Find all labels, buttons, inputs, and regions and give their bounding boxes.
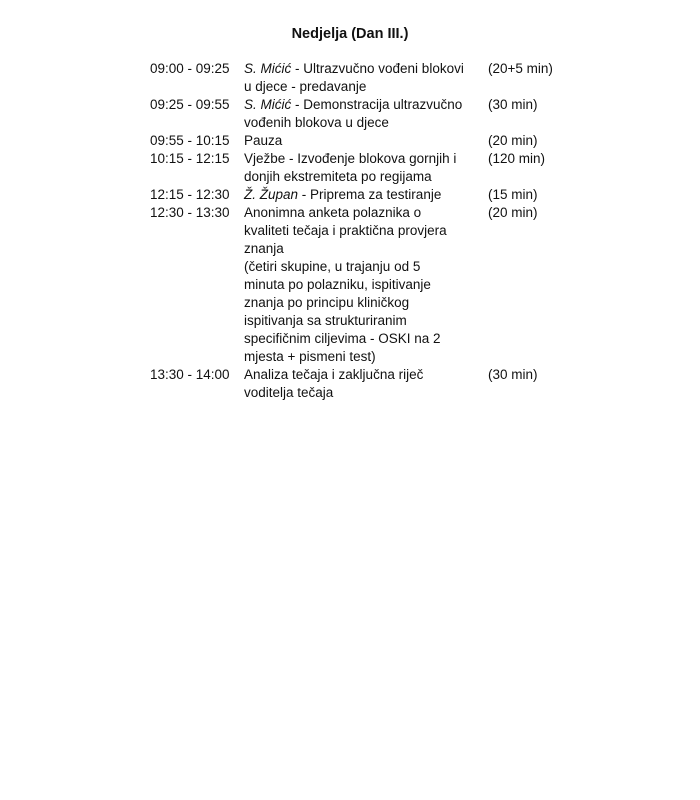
row-activity-line: ispitivanja sa strukturiranim xyxy=(244,313,407,328)
row-duration: (20 min) xyxy=(488,133,538,148)
schedule-row xyxy=(150,204,570,366)
row-duration: (15 min) xyxy=(488,187,538,202)
schedule-row xyxy=(150,186,570,204)
schedule-row xyxy=(150,60,570,96)
schedule-row xyxy=(150,150,570,186)
row-duration: (20 min) xyxy=(488,205,538,220)
row-time: 13:30 - 14:00 xyxy=(150,367,230,382)
row-activity-line: (četiri skupine, u trajanju od 5 xyxy=(244,259,421,274)
row-activity-line: specifičnim ciljevima - OSKI na 2 xyxy=(244,331,441,346)
row-duration: (30 min) xyxy=(488,97,538,112)
row-activity xyxy=(244,186,480,204)
row-activity-line: minuta po polazniku, ispitivanje xyxy=(244,277,431,292)
row-activity-line: mjesta + pismeni test) xyxy=(244,349,376,364)
row-activity-line: znanja po principu kliničkog xyxy=(244,295,410,310)
row-activity-line: - Priprema za testiranje xyxy=(298,187,442,202)
schedule-table xyxy=(150,60,570,402)
row-speaker: S. Mićić xyxy=(244,61,292,76)
row-speaker: S. Mićić xyxy=(244,97,292,112)
row-activity-line: Pauza xyxy=(244,133,283,148)
row-activity-line: Anonimna anketa polaznika o xyxy=(244,205,422,220)
row-activity xyxy=(244,204,480,366)
row-time: 09:55 - 10:15 xyxy=(150,133,230,148)
row-time: 10:15 - 12:15 xyxy=(150,151,230,166)
page-title: Nedjelja (Dan III.) xyxy=(291,26,409,42)
row-duration: (30 min) xyxy=(488,367,538,382)
row-activity-line: vođenih blokova u djece xyxy=(244,115,389,130)
row-activity-line: donjih ekstremiteta po regijama xyxy=(244,169,432,184)
row-activity-line: u djece - predavanje xyxy=(244,79,367,94)
row-activity-line: - Ultrazvučno vođeni blokovi xyxy=(291,61,464,76)
row-activity-line: znanja xyxy=(244,241,284,256)
row-activity xyxy=(244,366,480,402)
schedule-row xyxy=(150,96,570,132)
row-activity xyxy=(244,60,480,96)
row-activity-line: - Demonstracija ultrazvučno xyxy=(291,97,463,112)
row-activity-line: voditelja tečaja xyxy=(244,385,334,400)
row-time: 09:25 - 09:55 xyxy=(150,97,230,112)
row-activity xyxy=(244,132,480,150)
row-speaker: Ž. Župan xyxy=(244,187,299,202)
row-time: 12:15 - 12:30 xyxy=(150,187,230,202)
row-duration: (20+5 min) xyxy=(488,61,553,76)
row-activity-line: Vježbe - Izvođenje blokova gornjih i xyxy=(244,151,457,166)
row-activity xyxy=(244,150,480,186)
schedule-row xyxy=(150,366,570,402)
row-activity-line: Analiza tečaja i zaključna riječ xyxy=(244,367,424,382)
row-duration: (120 min) xyxy=(488,151,546,166)
schedule-row xyxy=(150,132,570,150)
row-activity-line: kvaliteti tečaja i praktična provjera xyxy=(244,223,447,238)
row-time: 12:30 - 13:30 xyxy=(150,205,230,220)
row-activity xyxy=(244,96,480,132)
row-time: 09:00 - 09:25 xyxy=(150,61,230,76)
